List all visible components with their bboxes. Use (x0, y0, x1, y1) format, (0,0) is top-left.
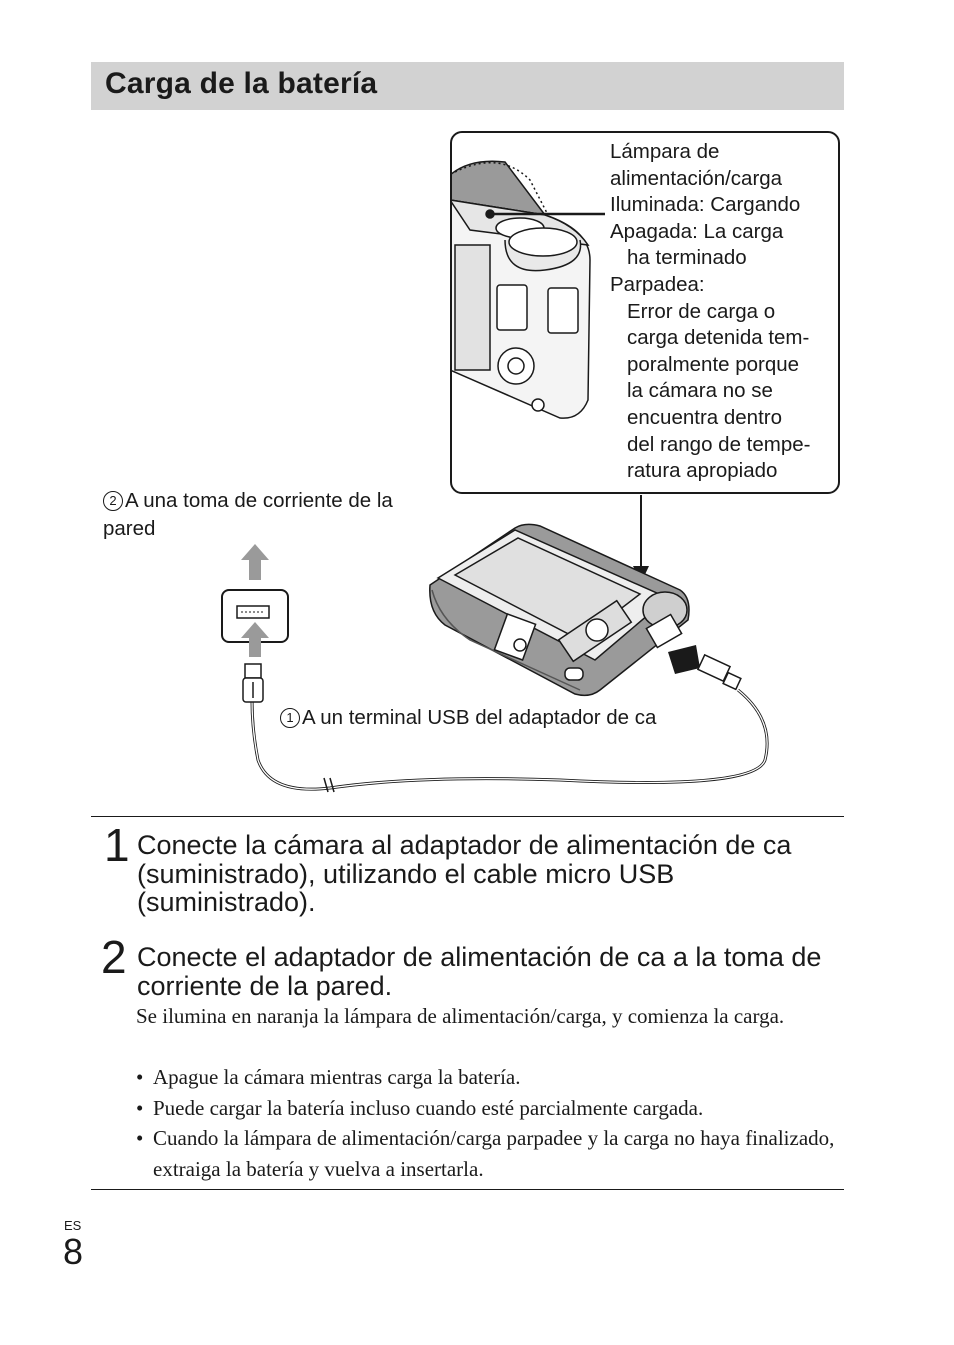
lamp-callout-line: Lámpara de (610, 140, 720, 163)
step-2-number: 2 (101, 931, 127, 983)
section-title: Carga de la batería (105, 67, 378, 100)
lamp-callout-line: Error de carga o (627, 299, 776, 323)
usb-plug-arrow (668, 645, 700, 674)
lamp-callout-line: Parpadea: (610, 272, 705, 296)
step-2-text: Conecte el adaptador de alimentación de ca a la toma de corriente de la pared. (137, 942, 822, 1001)
usb-terminal-label-text: A un terminal USB del adaptador de ca (302, 706, 657, 729)
step-marker-1: 1 (280, 708, 300, 728)
lamp-callout-line: ha terminado (627, 246, 747, 270)
step-2-bullet-list (136, 1062, 841, 1184)
page-number: 8 (63, 1231, 84, 1272)
lamp-callout-text (610, 139, 838, 485)
step-marker-2: 2 (103, 491, 123, 511)
usb-a-plug (243, 664, 263, 702)
lamp-callout-line: Apagada: La carga (610, 219, 784, 243)
lamp-callout-line: alimentación/carga (610, 166, 783, 190)
wall-outlet-arrow (241, 544, 269, 580)
lamp-callout-line: ratura apropiado (627, 459, 778, 483)
section-header-bar (91, 62, 844, 110)
wall-outlet-label (103, 487, 433, 543)
lamp-callout-line: Iluminada: Cargando (610, 193, 801, 217)
step-1-text: Conecte la cámara al adaptador de alimentación de ca (suministrado), utilizando el cable micro USB (suministrado). (137, 830, 792, 917)
lamp-callout-line: encuentra dentro (627, 405, 783, 429)
wall-outlet-label-text: A una toma de corriente de la pared (103, 489, 393, 540)
camera-drawing (430, 524, 689, 695)
bullet-item: • Cuando la lámpara de alimentación/carga parpadee y la carga no haya finalizado, extraiga la batería y vuelva a insertarla. (136, 1123, 841, 1184)
language-code: ES (64, 1218, 82, 1233)
section-divider-bottom (91, 1189, 844, 1190)
lamp-callout-line: la cámara no se (627, 379, 773, 403)
bullet-item: • Apague la cámara mientras carga la batería. (136, 1062, 841, 1093)
usb-terminal-label (280, 705, 656, 731)
lamp-callout-line: del rango de tempe- (627, 432, 811, 456)
micro-usb-plug (698, 655, 741, 690)
lamp-callout-line: poralmente porque (627, 352, 800, 376)
step-1-number: 1 (104, 819, 130, 871)
section-divider-top (91, 816, 844, 817)
bullet-item: • Puede cargar la batería incluso cuando esté parcialmente cargada. (136, 1093, 841, 1124)
lamp-callout-line: carga detenida tem- (627, 326, 810, 350)
step-2-body: Se ilumina en naranja la lámpara de alimentación/carga, y comienza la carga. (136, 1004, 785, 1028)
